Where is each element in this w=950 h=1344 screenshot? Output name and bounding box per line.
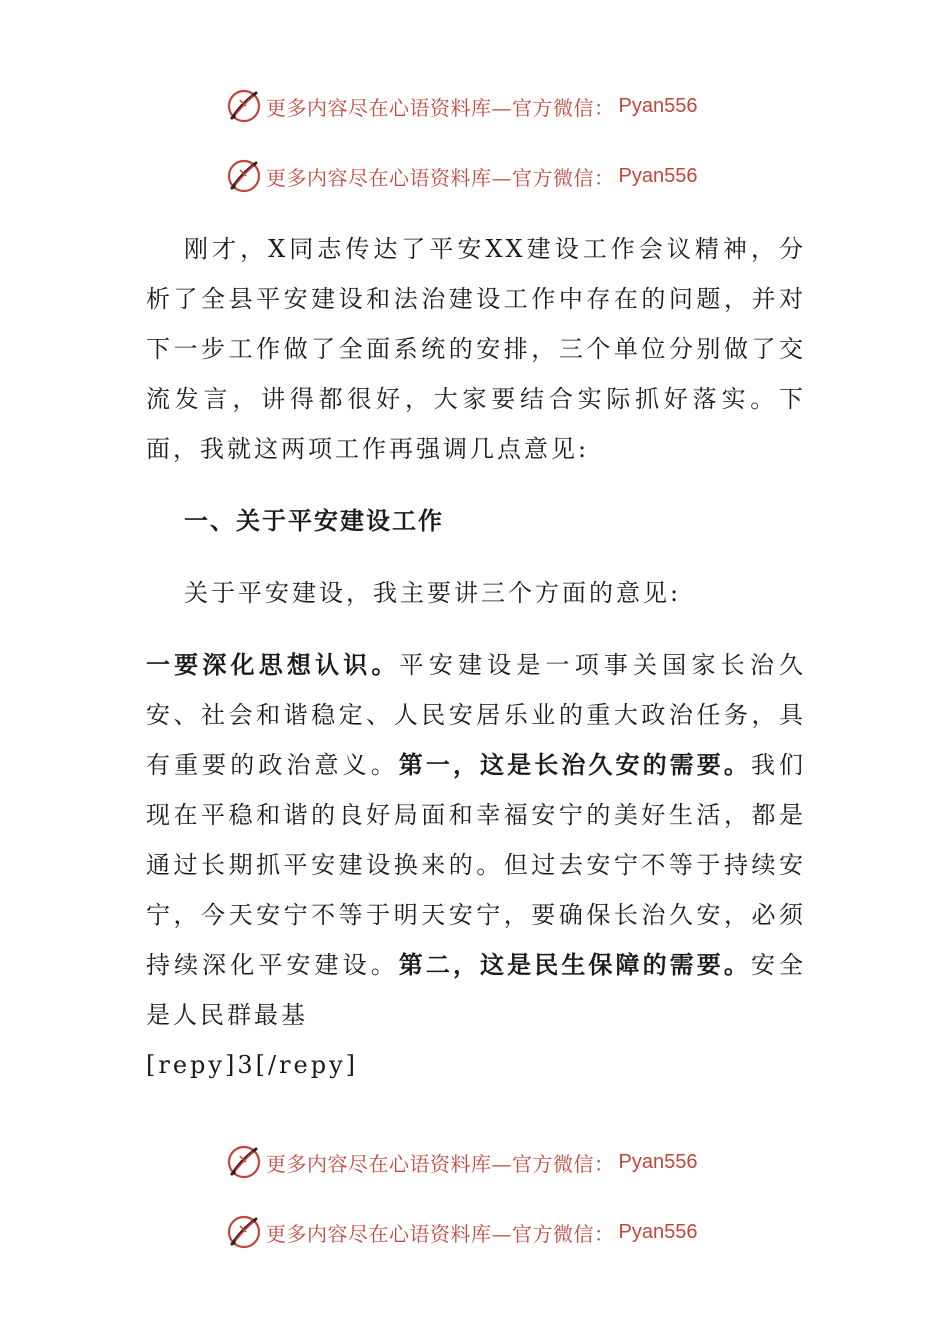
banner-text: 更多内容尽在心语资料库—官方微信：: [266, 165, 615, 190]
subpoint-text: 我们现在平稳和谐的良好局面和幸福安宁的美好生活，都是通过长期抓平安建设换来的。但过去安宁不等于持续安宁，今天安宁不等于明天安宁，要确保长治久安，必须持续深化平安建设。: [146, 751, 807, 979]
document-body: [146, 224, 806, 1090]
banner-wechat-id: Pyan556: [618, 1220, 698, 1243]
pen-logo-icon: [226, 1214, 262, 1250]
pen-logo-icon: [226, 88, 262, 124]
subpoint-text: 安全是人民群最基: [146, 951, 807, 1029]
point-paragraph: [146, 640, 806, 1040]
watermark-banner: [226, 86, 697, 126]
point-title: 一要深化思想认识。: [146, 651, 400, 679]
banner-text: 更多内容尽在心语资料库—官方微信：: [266, 1221, 615, 1246]
banner-wechat-id: Pyan556: [618, 164, 698, 187]
point-text: 平安建设是一项事关国家长治久安、社会和谐稳定、人民安居乐业的重大政治任务，具有重要的政治意义。: [146, 651, 807, 779]
watermark-banner: [226, 1142, 697, 1182]
watermark-banner: [226, 1212, 697, 1252]
intro-paragraph: 刚才，X同志传达了平安XX建设工作会议精神，分析了全县平安建设和法治建设工作中存在的问题，并对下一步工作做了全面系统的安排，三个单位分别做了交流发言，讲得都很好，大家要结合实际抓好落实。下面，我就这两项工作再强调几点意见:: [146, 235, 806, 463]
banner-text: 更多内容尽在心语资料库—官方微信：: [266, 1151, 615, 1176]
banner-wechat-id: Pyan556: [618, 1150, 698, 1173]
section-heading: 一、关于平安建设工作: [184, 507, 444, 535]
banner-wechat-id: Pyan556: [618, 94, 698, 117]
subpoint-title: 第二，这是民生保障的需要。: [398, 951, 751, 979]
pen-logo-icon: [226, 1144, 262, 1180]
lead-paragraph: 关于平安建设，我主要讲三个方面的意见:: [184, 579, 682, 607]
watermark-banner: [226, 156, 697, 196]
banner-text: 更多内容尽在心语资料库—官方微信：: [266, 95, 615, 120]
page-marker: [repy]3[/repy]: [146, 1051, 359, 1079]
subpoint-title: 第一，这是长治久安的需要。: [398, 751, 751, 779]
pen-logo-icon: [226, 158, 262, 194]
